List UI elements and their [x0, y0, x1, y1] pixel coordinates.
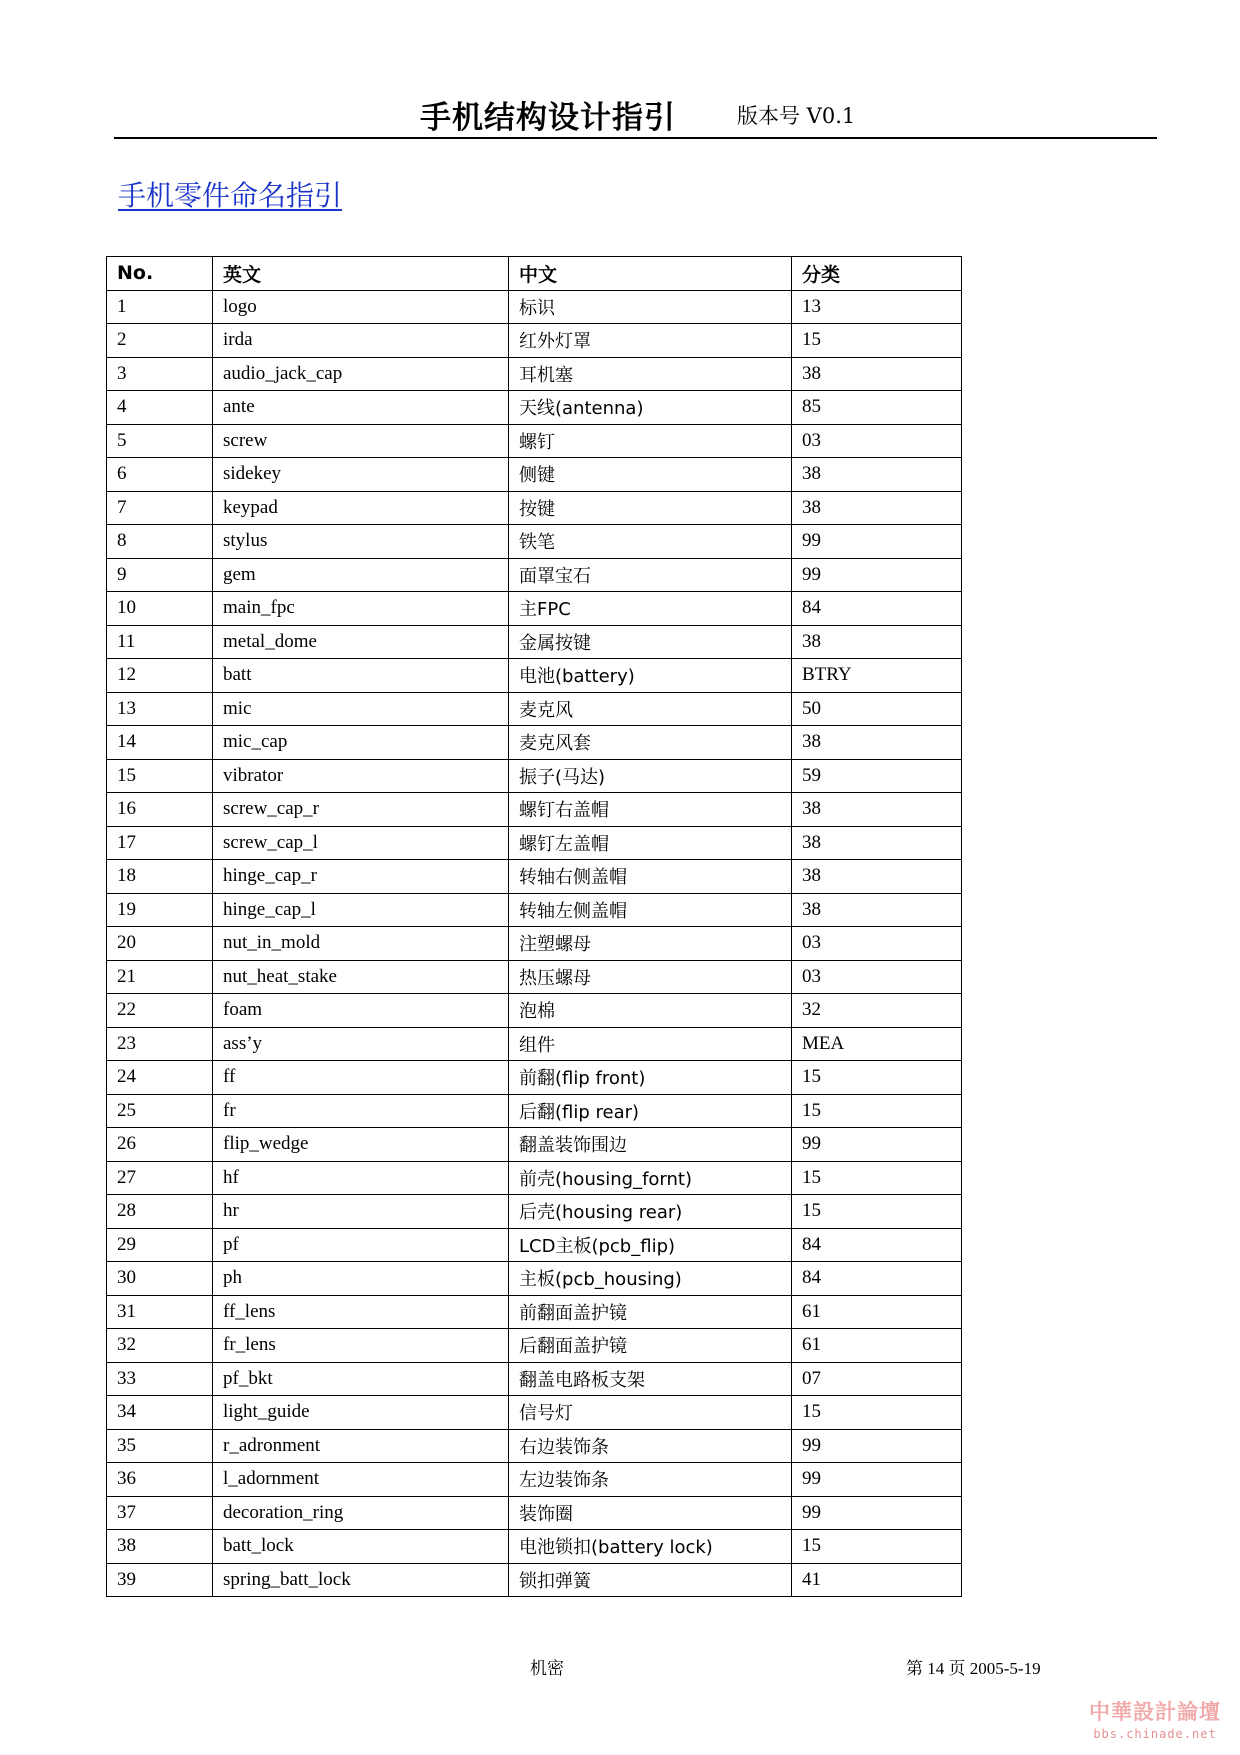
cell-no: 22	[107, 994, 213, 1028]
cell-chinese: 螺钉右盖帽	[509, 793, 792, 827]
cell-english: irda	[213, 324, 509, 358]
cell-chinese: LCD主板(pcb_flip)	[509, 1228, 792, 1262]
cell-english: ff_lens	[213, 1295, 509, 1329]
cell-english: decoration_ring	[213, 1496, 509, 1530]
cell-english: gem	[213, 558, 509, 592]
table-row	[107, 994, 962, 1028]
cell-chinese: 后壳(housing rear)	[509, 1195, 792, 1229]
footer-confidential: 机密	[530, 1659, 564, 1679]
table-row	[107, 927, 962, 961]
table-row	[107, 1429, 962, 1463]
cell-category: 32	[792, 994, 962, 1028]
cell-category: 38	[792, 860, 962, 894]
cell-no: 3	[107, 357, 213, 391]
cell-no: 37	[107, 1496, 213, 1530]
table-row	[107, 1295, 962, 1329]
cell-chinese: 后翻面盖护镜	[509, 1329, 792, 1363]
table-row	[107, 592, 962, 626]
cell-category: 15	[792, 1094, 962, 1128]
footer-page-info: 第 14 页 2005-5-19	[906, 1659, 1041, 1678]
cell-category: 15	[792, 1530, 962, 1564]
table-row	[107, 1396, 962, 1430]
cell-english: fr_lens	[213, 1329, 509, 1363]
table-body	[107, 290, 962, 1597]
cell-category: 99	[792, 558, 962, 592]
cell-english: pf_bkt	[213, 1362, 509, 1396]
cell-category: 85	[792, 391, 962, 425]
cell-category: 03	[792, 927, 962, 961]
cell-category: 15	[792, 1195, 962, 1229]
table-row	[107, 525, 962, 559]
cell-chinese: 金属按键	[509, 625, 792, 659]
cell-category: 15	[792, 1161, 962, 1195]
cell-english: keypad	[213, 491, 509, 525]
table-row	[107, 424, 962, 458]
table-header-row	[107, 257, 962, 291]
cell-chinese: 标识	[509, 290, 792, 324]
column-header-chinese: 中文	[509, 257, 792, 291]
cell-no: 23	[107, 1027, 213, 1061]
cell-english: nut_heat_stake	[213, 960, 509, 994]
cell-chinese: 振子(马达)	[509, 759, 792, 793]
cell-no: 32	[107, 1329, 213, 1363]
cell-english: main_fpc	[213, 592, 509, 626]
cell-chinese: 前翻(flip front)	[509, 1061, 792, 1095]
table-row	[107, 960, 962, 994]
cell-chinese: 侧键	[509, 458, 792, 492]
cell-english: mic	[213, 692, 509, 726]
table-row	[107, 357, 962, 391]
cell-category: 38	[792, 625, 962, 659]
cell-category: 99	[792, 1496, 962, 1530]
cell-chinese: 注塑螺母	[509, 927, 792, 961]
page-header-version: 版本号 V0.1	[737, 104, 856, 128]
cell-chinese: 前翻面盖护镜	[509, 1295, 792, 1329]
cell-english: ff	[213, 1061, 509, 1095]
table-row	[107, 1530, 962, 1564]
cell-english: vibrator	[213, 759, 509, 793]
table-row	[107, 1463, 962, 1497]
cell-chinese: 红外灯罩	[509, 324, 792, 358]
cell-english: pf	[213, 1228, 509, 1262]
watermark-cn-text: 中華設計論壇	[1089, 1700, 1221, 1724]
table-row	[107, 1329, 962, 1363]
cell-english: batt	[213, 659, 509, 693]
table-row	[107, 793, 962, 827]
cell-category: 50	[792, 692, 962, 726]
cell-no: 33	[107, 1362, 213, 1396]
table-row	[107, 1027, 962, 1061]
cell-english: ass’y	[213, 1027, 509, 1061]
cell-category: 38	[792, 357, 962, 391]
cell-chinese: 按键	[509, 491, 792, 525]
cell-category: 38	[792, 893, 962, 927]
cell-no: 14	[107, 726, 213, 760]
cell-no: 24	[107, 1061, 213, 1095]
cell-no: 25	[107, 1094, 213, 1128]
cell-no: 38	[107, 1530, 213, 1564]
cell-no: 11	[107, 625, 213, 659]
cell-category: 15	[792, 1061, 962, 1095]
cell-no: 8	[107, 525, 213, 559]
cell-no: 10	[107, 592, 213, 626]
cell-no: 1	[107, 290, 213, 324]
cell-category: 03	[792, 960, 962, 994]
cell-no: 21	[107, 960, 213, 994]
cell-category: 99	[792, 1429, 962, 1463]
table-row	[107, 324, 962, 358]
cell-chinese: 面罩宝石	[509, 558, 792, 592]
cell-chinese: 装饰圈	[509, 1496, 792, 1530]
table-row	[107, 1061, 962, 1095]
cell-english: sidekey	[213, 458, 509, 492]
cell-no: 5	[107, 424, 213, 458]
cell-english: hinge_cap_l	[213, 893, 509, 927]
parts-naming-table	[106, 256, 962, 1597]
watermark-url-text: bbs.chinade.net	[1093, 1727, 1217, 1741]
cell-english: fr	[213, 1094, 509, 1128]
cell-chinese: 信号灯	[509, 1396, 792, 1430]
cell-no: 2	[107, 324, 213, 358]
table-row	[107, 1094, 962, 1128]
cell-no: 34	[107, 1396, 213, 1430]
table-row	[107, 1563, 962, 1597]
cell-chinese: 右边装饰条	[509, 1429, 792, 1463]
cell-category: 38	[792, 458, 962, 492]
cell-chinese: 转轴右侧盖帽	[509, 860, 792, 894]
cell-english: logo	[213, 290, 509, 324]
section-title-link[interactable]: 手机零件命名指引	[118, 179, 343, 212]
cell-category: 84	[792, 1228, 962, 1262]
cell-english: screw_cap_l	[213, 826, 509, 860]
cell-no: 31	[107, 1295, 213, 1329]
cell-english: audio_jack_cap	[213, 357, 509, 391]
cell-english: nut_in_mold	[213, 927, 509, 961]
cell-no: 18	[107, 860, 213, 894]
cell-no: 39	[107, 1563, 213, 1597]
cell-no: 26	[107, 1128, 213, 1162]
cell-chinese: 麦克风套	[509, 726, 792, 760]
cell-category: 15	[792, 1396, 962, 1430]
cell-chinese: 铁笔	[509, 525, 792, 559]
table-row	[107, 1362, 962, 1396]
cell-no: 12	[107, 659, 213, 693]
cell-no: 16	[107, 793, 213, 827]
cell-english: l_adornment	[213, 1463, 509, 1497]
cell-chinese: 电池(battery)	[509, 659, 792, 693]
cell-category: BTRY	[792, 659, 962, 693]
table-row	[107, 625, 962, 659]
cell-no: 28	[107, 1195, 213, 1229]
cell-no: 15	[107, 759, 213, 793]
table-row	[107, 1161, 962, 1195]
header-divider	[114, 137, 1157, 139]
cell-category: 03	[792, 424, 962, 458]
cell-category: 84	[792, 592, 962, 626]
table-row	[107, 458, 962, 492]
cell-chinese: 翻盖装饰围边	[509, 1128, 792, 1162]
cell-chinese: 麦克风	[509, 692, 792, 726]
cell-chinese: 后翻(flip rear)	[509, 1094, 792, 1128]
cell-chinese: 锁扣弹簧	[509, 1563, 792, 1597]
cell-no: 35	[107, 1429, 213, 1463]
cell-no: 13	[107, 692, 213, 726]
cell-no: 29	[107, 1228, 213, 1262]
cell-chinese: 组件	[509, 1027, 792, 1061]
cell-english: hf	[213, 1161, 509, 1195]
cell-no: 9	[107, 558, 213, 592]
cell-no: 30	[107, 1262, 213, 1296]
cell-category: 38	[792, 826, 962, 860]
cell-chinese: 螺钉左盖帽	[509, 826, 792, 860]
cell-category: 59	[792, 759, 962, 793]
table-row	[107, 1496, 962, 1530]
cell-category: 99	[792, 1128, 962, 1162]
cell-chinese: 天线(antenna)	[509, 391, 792, 425]
cell-category: 99	[792, 525, 962, 559]
cell-english: mic_cap	[213, 726, 509, 760]
cell-chinese: 螺钉	[509, 424, 792, 458]
table-row	[107, 692, 962, 726]
table-row	[107, 1128, 962, 1162]
cell-category: 13	[792, 290, 962, 324]
cell-english: flip_wedge	[213, 1128, 509, 1162]
cell-english: hinge_cap_r	[213, 860, 509, 894]
cell-english: ante	[213, 391, 509, 425]
table-row	[107, 491, 962, 525]
table-row	[107, 860, 962, 894]
table-row	[107, 659, 962, 693]
cell-english: spring_batt_lock	[213, 1563, 509, 1597]
cell-chinese: 泡棉	[509, 994, 792, 1028]
table-row	[107, 1228, 962, 1262]
cell-category: 61	[792, 1295, 962, 1329]
table-row	[107, 893, 962, 927]
cell-category: 38	[792, 491, 962, 525]
page-header-title: 手机结构设计指引	[420, 100, 676, 136]
column-header-category: 分类	[792, 257, 962, 291]
cell-english: metal_dome	[213, 625, 509, 659]
cell-no: 6	[107, 458, 213, 492]
cell-chinese: 电池锁扣(battery lock)	[509, 1530, 792, 1564]
table-row	[107, 558, 962, 592]
cell-category: 07	[792, 1362, 962, 1396]
cell-category: MEA	[792, 1027, 962, 1061]
cell-category: 38	[792, 793, 962, 827]
cell-english: foam	[213, 994, 509, 1028]
table-row	[107, 1262, 962, 1296]
cell-chinese: 转轴左侧盖帽	[509, 893, 792, 927]
cell-no: 4	[107, 391, 213, 425]
cell-chinese: 主板(pcb_housing)	[509, 1262, 792, 1296]
cell-chinese: 翻盖电路板支架	[509, 1362, 792, 1396]
cell-category: 15	[792, 324, 962, 358]
cell-category: 61	[792, 1329, 962, 1363]
cell-no: 20	[107, 927, 213, 961]
cell-chinese: 前壳(housing_fornt)	[509, 1161, 792, 1195]
table-row	[107, 759, 962, 793]
cell-no: 17	[107, 826, 213, 860]
cell-no: 19	[107, 893, 213, 927]
cell-category: 99	[792, 1463, 962, 1497]
cell-english: stylus	[213, 525, 509, 559]
cell-chinese: 耳机塞	[509, 357, 792, 391]
cell-english: ph	[213, 1262, 509, 1296]
table-row	[107, 726, 962, 760]
column-header-no: No.	[107, 257, 213, 291]
table-row	[107, 290, 962, 324]
column-header-english: 英文	[213, 257, 509, 291]
cell-category: 41	[792, 1563, 962, 1597]
cell-no: 7	[107, 491, 213, 525]
cell-chinese: 左边装饰条	[509, 1463, 792, 1497]
cell-english: hr	[213, 1195, 509, 1229]
cell-category: 84	[792, 1262, 962, 1296]
cell-english: batt_lock	[213, 1530, 509, 1564]
cell-no: 36	[107, 1463, 213, 1497]
cell-english: light_guide	[213, 1396, 509, 1430]
table-row	[107, 391, 962, 425]
table-row	[107, 1195, 962, 1229]
cell-chinese: 主FPC	[509, 592, 792, 626]
table-row	[107, 826, 962, 860]
cell-chinese: 热压螺母	[509, 960, 792, 994]
cell-english: r_adronment	[213, 1429, 509, 1463]
cell-english: screw	[213, 424, 509, 458]
cell-no: 27	[107, 1161, 213, 1195]
forum-watermark	[1082, 1696, 1228, 1741]
cell-english: screw_cap_r	[213, 793, 509, 827]
cell-category: 38	[792, 726, 962, 760]
